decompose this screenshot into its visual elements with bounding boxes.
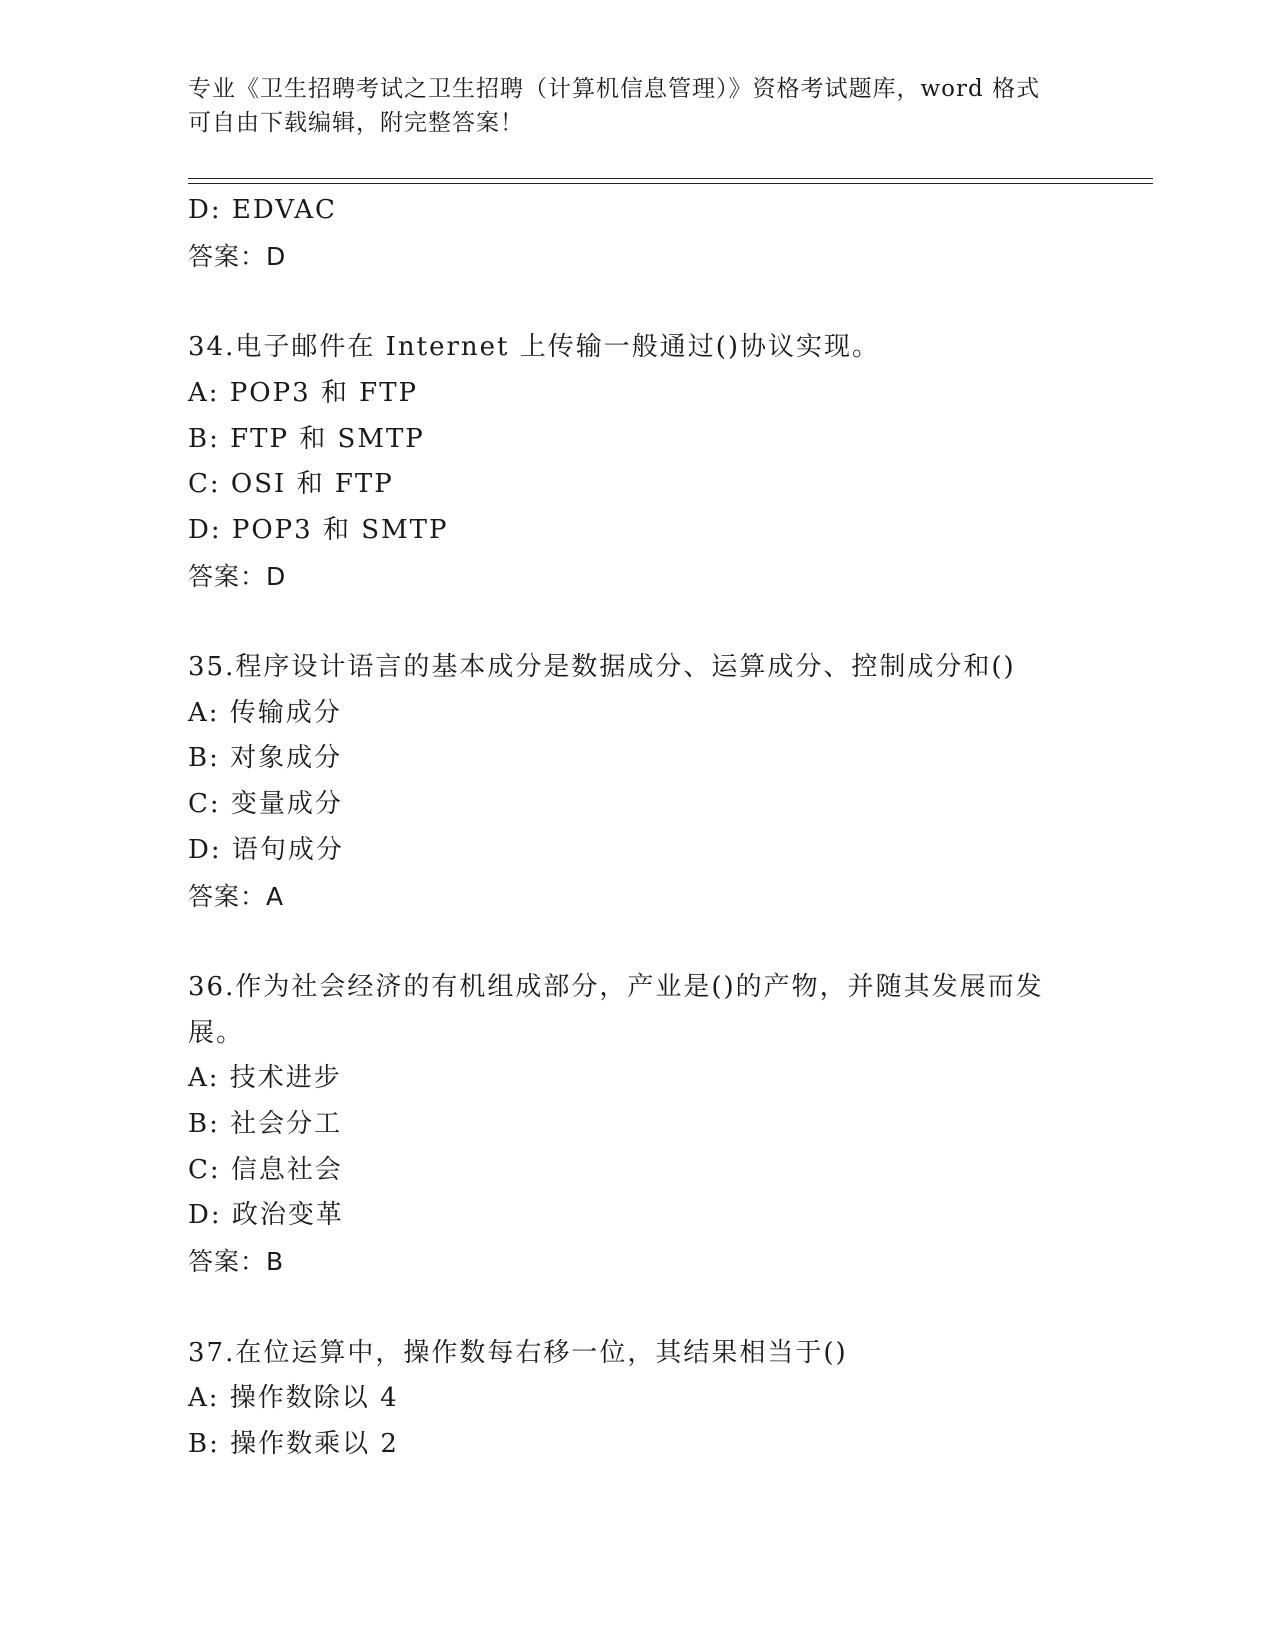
option-a: A: POP3 和 FTP xyxy=(188,377,419,408)
option-c: C: OSI 和 FTP xyxy=(188,469,394,500)
question-stem: 35.程序设计语言的基本成分是数据成分、运算成分、控制成分和() xyxy=(188,652,1016,682)
option-b: B: 对象成分 xyxy=(188,743,343,774)
option-a: A: 操作数除以 4 xyxy=(188,1383,399,1414)
option-a: A: 传输成分 xyxy=(188,697,342,728)
option-c: C: 信息社会 xyxy=(188,1154,343,1185)
question-stem: 36.作为社会经济的有机组成部分，产业是()的产物，并随其发展而发展。 xyxy=(188,971,1044,1048)
option-b: B: 社会分工 xyxy=(188,1109,343,1140)
question-stem: 34.电子邮件在 Internet 上传输一般通过()协议实现。 xyxy=(188,332,881,363)
option-a: A: 技术进步 xyxy=(188,1063,342,1094)
header-divider-top xyxy=(188,178,1153,179)
option-b: B: 操作数乘以 2 xyxy=(188,1428,399,1459)
question-36 xyxy=(188,965,1088,1285)
answer-line: 答案：A xyxy=(188,881,285,911)
question-list xyxy=(188,188,1088,1468)
option-c: C: 变量成分 xyxy=(188,789,343,820)
option-d: D: 语句成分 xyxy=(188,834,344,865)
answer-line: 答案：B xyxy=(188,1247,285,1277)
previous-question-tail xyxy=(188,188,1088,279)
option-d: D: POP3 和 SMTP xyxy=(188,514,449,545)
option-b: B: FTP 和 SMTP xyxy=(188,423,425,454)
document-header xyxy=(188,72,1088,140)
answer-line: 答案：D xyxy=(188,561,287,591)
answer-line: 答案：D xyxy=(188,241,287,271)
option-d: D: EDVAC xyxy=(188,195,337,225)
question-34 xyxy=(188,325,1088,599)
question-35 xyxy=(188,645,1088,919)
question-37 xyxy=(188,1331,1088,1468)
option-d: D: 政治变革 xyxy=(188,1200,344,1231)
header-line-1: 专业《卫生招聘考试之卫生招聘（计算机信息管理）》资格考试题库，word 格式 xyxy=(188,76,1041,102)
header-line-2: 可自由下载编辑，附完整答案！ xyxy=(188,110,524,136)
question-stem: 37.在位运算中，操作数每右移一位，其结果相当于() xyxy=(188,1337,848,1368)
header-divider-bottom xyxy=(188,183,1153,184)
